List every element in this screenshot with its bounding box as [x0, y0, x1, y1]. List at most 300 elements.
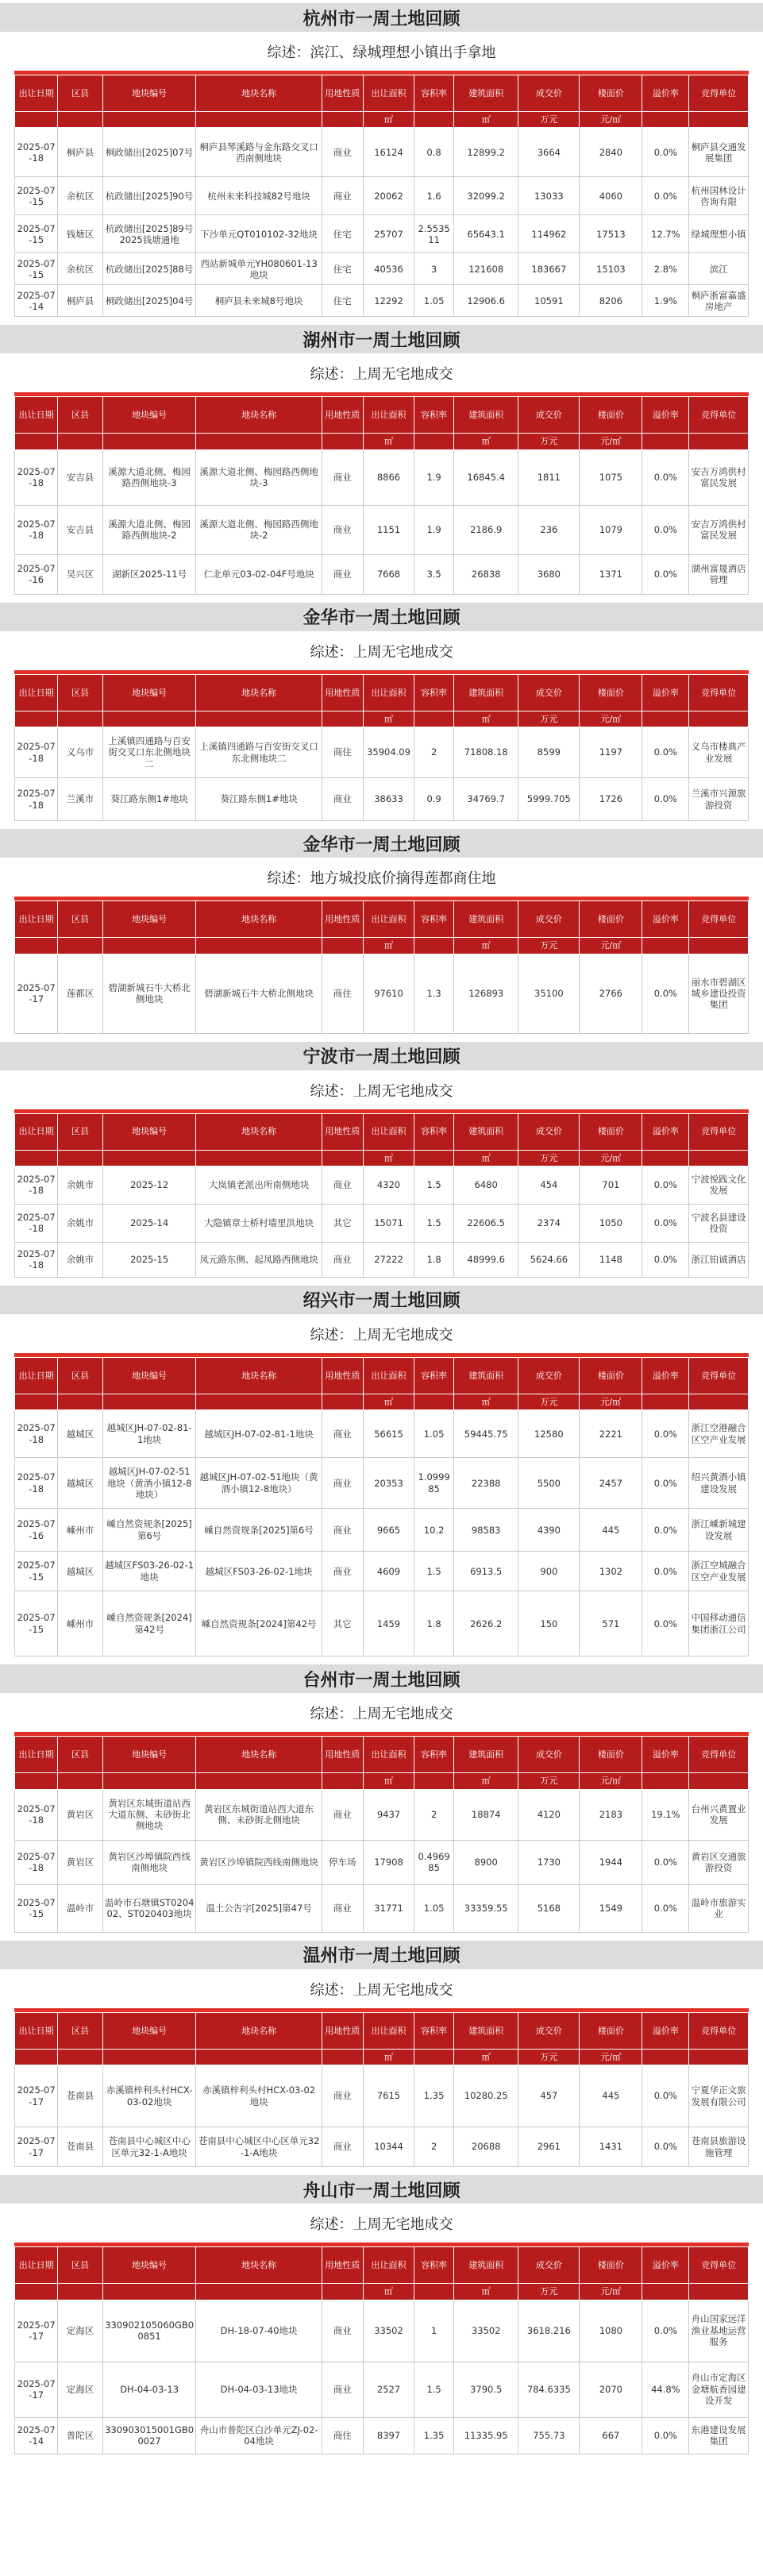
header-far: 容积率: [414, 75, 454, 112]
header-date: 出让日期: [15, 1357, 58, 1394]
cell-district: 越城区: [58, 1458, 103, 1509]
cell-district: 莲都区: [58, 954, 103, 1033]
table-row: [15, 554, 749, 594]
cell-land-area: 25707: [363, 215, 414, 253]
cell-district: 兰溪市: [58, 778, 103, 821]
cell-building-area: 12906.6: [453, 285, 518, 317]
land-table-wrapper: [14, 670, 749, 821]
cell-land-area: 27222: [363, 1242, 414, 1277]
unit-far: [414, 2049, 454, 2065]
header-premium-rate: 溢价率: [642, 75, 689, 112]
header-district: 区县: [58, 75, 103, 112]
cell-far: 0.8: [414, 128, 454, 177]
cell-date: 2025-07-17: [15, 2300, 58, 2362]
unit-premium-rate: [642, 1773, 689, 1789]
unit-deal-price: 万元: [518, 2284, 580, 2300]
header-date: 出让日期: [15, 75, 58, 112]
cell-land-use: 商住: [322, 727, 363, 778]
unit-parcel-code: [102, 2049, 196, 2065]
land-table-wrapper: [14, 2242, 749, 2454]
cell-parcel-code: 杭政储出[2025]88号: [102, 253, 196, 285]
cell-building-area: 26838: [453, 554, 518, 594]
city-section: [0, 3, 763, 325]
cell-premium-rate: 0.0%: [642, 2065, 689, 2127]
header-building-area: 建筑面积: [453, 1357, 518, 1394]
cell-date: 2025-07-15: [15, 1884, 58, 1932]
unit-winner: [689, 112, 749, 128]
cell-winner: 台州兴黄置业发展: [689, 1789, 749, 1840]
header-floor-price: 楼面价: [580, 1357, 642, 1394]
cell-land-use: 商业: [322, 554, 363, 594]
city-section: [0, 2175, 763, 2462]
unit-floor-price: 元/㎡: [580, 112, 642, 128]
cell-date: 2025-07-18: [15, 1242, 58, 1277]
cell-building-area: 33359.55: [453, 1884, 518, 1932]
header-premium-rate: 溢价率: [642, 2012, 689, 2049]
cell-land-area: 12292: [363, 285, 414, 317]
header-date: 出让日期: [15, 1113, 58, 1150]
cell-building-area: 20688: [453, 2127, 518, 2167]
cell-land-area: 7668: [363, 554, 414, 594]
unit-date: [15, 434, 58, 449]
header-parcel-code: 地块编号: [102, 2012, 196, 2049]
cell-floor-price: 1050: [580, 1204, 642, 1242]
unit-date: [15, 1773, 58, 1789]
unit-deal-price: 万元: [518, 711, 580, 727]
land-table-wrapper: [14, 71, 749, 317]
cell-parcel-name: 越城区JH-07-02-81-1地块: [196, 1410, 322, 1458]
cell-parcel-name: 赤溪镇梓利头村HCX-03-02地块: [196, 2065, 322, 2127]
cell-parcel-code: 上溪镇四通路与百安街交叉口东北侧地块二: [102, 727, 196, 778]
cell-floor-price: 2070: [580, 2362, 642, 2417]
cell-deal-price: 784.6335: [518, 2362, 580, 2417]
cell-winner: 温岭市旅游实业: [689, 1884, 749, 1932]
cell-deal-price: 2961: [518, 2127, 580, 2167]
cell-parcel-name: 温土公告字[2025]第47号: [196, 1884, 322, 1932]
header-district: 区县: [58, 1113, 103, 1150]
unit-land-use: [322, 2284, 363, 2300]
unit-district: [58, 2284, 103, 2300]
cell-date: 2025-07-18: [15, 1789, 58, 1840]
cell-parcel-code: 桐政储出[2025]07号: [102, 128, 196, 177]
header-winner: 竞得单位: [689, 2247, 749, 2284]
header-premium-rate: 溢价率: [642, 1113, 689, 1150]
cell-deal-price: 35100: [518, 954, 580, 1033]
cell-parcel-code: 杭政储出[2025]89号 2025钱塘通地: [102, 215, 196, 253]
unit-land-use: [322, 112, 363, 128]
cell-premium-rate: 0.0%: [642, 2127, 689, 2167]
header-district: 区县: [58, 1357, 103, 1394]
unit-parcel-name: [196, 1150, 322, 1166]
cell-parcel-code: 赤溪镇梓利头村HCX-03-02地块: [102, 2065, 196, 2127]
section-title: 宁波市一周土地回顾: [0, 1042, 763, 1070]
cell-parcel-code: 2025-15: [102, 1242, 196, 1277]
cell-parcel-code: 苍南县中心城区中心区单元32-1-A地块: [102, 2127, 196, 2167]
header-district: 区县: [58, 397, 103, 434]
cell-far: 1.35: [414, 2417, 454, 2454]
unit-far: [414, 1773, 454, 1789]
unit-parcel-name: [196, 938, 322, 954]
cell-premium-rate: 12.7%: [642, 215, 689, 253]
header-building-area: 建筑面积: [453, 2247, 518, 2284]
unit-parcel-code: [102, 2284, 196, 2300]
cell-land-area: 38633: [363, 778, 414, 821]
table-row: [15, 1242, 749, 1277]
cell-land-use: 商业: [322, 449, 363, 505]
cell-floor-price: 17513: [580, 215, 642, 253]
cell-deal-price: 4390: [518, 1509, 580, 1552]
header-deal-price: 成交价: [518, 2247, 580, 2284]
section-title: 舟山市一周土地回顾: [0, 2175, 763, 2204]
cell-building-area: 22388: [453, 1458, 518, 1509]
unit-far: [414, 434, 454, 449]
cell-land-area: 17908: [363, 1840, 414, 1884]
unit-building-area: ㎡: [453, 711, 518, 727]
cell-building-area: 71808.18: [453, 727, 518, 778]
cell-building-area: 18874: [453, 1789, 518, 1840]
cell-land-area: 4320: [363, 1166, 414, 1204]
cell-date: 2025-07-18: [15, 1204, 58, 1242]
cell-district: 余杭区: [58, 177, 103, 215]
cell-winner: 丽水市碧湖区城乡建设投资集团: [689, 954, 749, 1033]
cell-far: 1.05: [414, 1410, 454, 1458]
cell-land-area: 16124: [363, 128, 414, 177]
header-building-area: 建筑面积: [453, 397, 518, 434]
cell-building-area: 34769.7: [453, 778, 518, 821]
header-land-area: 出让面积: [363, 397, 414, 434]
cell-winner: 宁波名县建设投资: [689, 1204, 749, 1242]
header-date: 出让日期: [15, 2012, 58, 2049]
table-row: [15, 2362, 749, 2417]
cell-district: 嵊州市: [58, 1591, 103, 1656]
cell-building-area: 33502: [453, 2300, 518, 2362]
header-deal-price: 成交价: [518, 2012, 580, 2049]
cell-land-use: 其它: [322, 1591, 363, 1656]
unit-district: [58, 112, 103, 128]
cell-winner: 黄岩区交通旅游投资: [689, 1840, 749, 1884]
unit-district: [58, 1150, 103, 1166]
cell-premium-rate: 0.0%: [642, 727, 689, 778]
cell-parcel-name: 越城区JH-07-02-51地块（黄酒小镇12-8地块）: [196, 1458, 322, 1509]
cell-parcel-name: 黄岩区沙埠镇院西线南侧地块: [196, 1840, 322, 1884]
cell-parcel-code: 330902105060GB00851: [102, 2300, 196, 2362]
header-district: 区县: [58, 674, 103, 711]
cell-building-area: 10280.25: [453, 2065, 518, 2127]
cell-winner: 安吉万鸿供村富民发展: [689, 449, 749, 505]
cell-floor-price: 1080: [580, 2300, 642, 2362]
header-parcel-code: 地块编号: [102, 75, 196, 112]
cell-floor-price: 701: [580, 1166, 642, 1204]
header-parcel-name: 地块名称: [196, 674, 322, 711]
header-date: 出让日期: [15, 901, 58, 938]
cell-date: 2025-07-15: [15, 1591, 58, 1656]
cell-land-area: 2527: [363, 2362, 414, 2417]
unit-floor-price: 元/㎡: [580, 2049, 642, 2065]
cell-land-use: 停车场: [322, 1840, 363, 1884]
section-summary: 综述：滨江、绿城理想小镇出手拿地: [267, 44, 496, 61]
cell-parcel-name: 桐庐县琴溪路与金东路交叉口西南侧地块: [196, 128, 322, 177]
cell-far: 1.099985: [414, 1458, 454, 1509]
cell-land-use: 商业: [322, 1166, 363, 1204]
cell-winner: 苍南县旅游设施管理: [689, 2127, 749, 2167]
header-parcel-name: 地块名称: [196, 1737, 322, 1773]
cell-deal-price: 183667: [518, 253, 580, 285]
header-premium-rate: 溢价率: [642, 1737, 689, 1773]
cell-premium-rate: 0.0%: [642, 449, 689, 505]
header-district: 区县: [58, 1737, 103, 1773]
cell-deal-price: 755.73: [518, 2417, 580, 2454]
unit-parcel-code: [102, 711, 196, 727]
cell-premium-rate: 0.0%: [642, 778, 689, 821]
cell-parcel-name: 碧湖新城石牛大桥北侧地块: [196, 954, 322, 1033]
cell-far: 3: [414, 253, 454, 285]
cell-land-use: 商业: [322, 2362, 363, 2417]
city-section: [0, 1042, 763, 1286]
header-building-area: 建筑面积: [453, 2012, 518, 2049]
cell-district: 吴兴区: [58, 554, 103, 594]
header-land-use: 用地性质: [322, 674, 363, 711]
header-land-area: 出让面积: [363, 674, 414, 711]
table-row: [15, 2417, 749, 2454]
cell-winner: 桐庐浙富嘉盛房地产: [689, 285, 749, 317]
cell-building-area: 22606.5: [453, 1204, 518, 1242]
cell-land-use: 商业: [322, 128, 363, 177]
header-far: 容积率: [414, 2012, 454, 2049]
section-summary: 综述：上周无宅地成交: [310, 1326, 453, 1344]
cell-deal-price: 1730: [518, 1840, 580, 1884]
cell-land-use: 商业: [322, 2127, 363, 2167]
cell-deal-price: 12580: [518, 1410, 580, 1458]
cell-parcel-code: 2025-14: [102, 1204, 196, 1242]
section-title: 温州市一周土地回顾: [0, 1941, 763, 1969]
cell-parcel-code: 越城区JH-07-02-81-1地块: [102, 1410, 196, 1458]
unit-building-area: ㎡: [453, 1150, 518, 1166]
table-row: [15, 1509, 749, 1552]
cell-date: 2025-07-18: [15, 778, 58, 821]
cell-floor-price: 1549: [580, 1884, 642, 1932]
unit-parcel-name: [196, 711, 322, 727]
cell-deal-price: 5999.705: [518, 778, 580, 821]
city-section: [0, 829, 763, 1041]
cell-district: 桐庐县: [58, 285, 103, 317]
cell-parcel-code: 桐政储出[2025]04号: [102, 285, 196, 317]
cell-premium-rate: 0.0%: [642, 1509, 689, 1552]
header-land-use: 用地性质: [322, 901, 363, 938]
section-gap: [0, 595, 763, 603]
header-far: 容积率: [414, 1737, 454, 1773]
header-parcel-name: 地块名称: [196, 75, 322, 112]
table-row: [15, 128, 749, 177]
cell-floor-price: 445: [580, 1509, 642, 1552]
cell-parcel-code: 越城区FS03-26-02-1地块: [102, 1552, 196, 1591]
header-land-area: 出让面积: [363, 901, 414, 938]
unit-land-area: ㎡: [363, 2284, 414, 2300]
header-deal-price: 成交价: [518, 397, 580, 434]
cell-far: 2: [414, 1789, 454, 1840]
unit-district: [58, 434, 103, 449]
cell-floor-price: 4060: [580, 177, 642, 215]
header-far: 容积率: [414, 901, 454, 938]
unit-parcel-name: [196, 2049, 322, 2065]
cell-land-use: 商业: [322, 2065, 363, 2127]
header-deal-price: 成交价: [518, 1113, 580, 1150]
header-land-use: 用地性质: [322, 75, 363, 112]
cell-parcel-name: 葵江路东侧1#地块: [196, 778, 322, 821]
section-title: 台州市一周土地回顾: [0, 1664, 763, 1693]
cell-parcel-code: 黄岩区沙埠镇院西线南侧地块: [102, 1840, 196, 1884]
cell-parcel-name: 凤元路东侧、起凤路西侧地块: [196, 1242, 322, 1277]
unit-premium-rate: [642, 2284, 689, 2300]
cell-deal-price: 3618.216: [518, 2300, 580, 2362]
cell-parcel-code: 葵江路东侧1#地块: [102, 778, 196, 821]
header-parcel-code: 地块编号: [102, 2247, 196, 2284]
cell-parcel-code: 温岭市石塘镇ST020402、ST020403地块: [102, 1884, 196, 1932]
unit-parcel-name: [196, 1773, 322, 1789]
cell-far: 1.5: [414, 1204, 454, 1242]
unit-winner: [689, 1150, 749, 1166]
cell-district: 钱塘区: [58, 215, 103, 253]
header-floor-price: 楼面价: [580, 75, 642, 112]
cell-building-area: 2626.2: [453, 1591, 518, 1656]
unit-building-area: ㎡: [453, 1394, 518, 1409]
cell-date: 2025-07-18: [15, 727, 58, 778]
cell-deal-price: 1811: [518, 449, 580, 505]
cell-parcel-code: DH-04-03-13: [102, 2362, 196, 2417]
cell-parcel-code: 黄岩区东城街道站西大道东侧、未砂街北侧地块: [102, 1789, 196, 1840]
header-premium-rate: 溢价率: [642, 397, 689, 434]
section-summary: 综述：上周无宅地成交: [310, 2216, 453, 2234]
cell-winner: 湖州富晟酒店管理: [689, 554, 749, 594]
cell-district: 苍南县: [58, 2127, 103, 2167]
table-row: [15, 253, 749, 285]
cell-parcel-code: 溪源大道北侧、梅园路西侧地块-3: [102, 449, 196, 505]
unit-date: [15, 938, 58, 954]
cell-parcel-code: 溪源大道北侧、梅园路西侧地块-2: [102, 505, 196, 554]
section-gap: [0, 317, 763, 325]
cell-district: 安吉县: [58, 505, 103, 554]
cell-land-use: 商业: [322, 1884, 363, 1932]
unit-premium-rate: [642, 2049, 689, 2065]
table-row: [15, 1789, 749, 1840]
header-building-area: 建筑面积: [453, 901, 518, 938]
cell-land-use: 商业: [322, 1458, 363, 1509]
cell-parcel-name: 苍南县中心城区中心区单元32-1-A地块: [196, 2127, 322, 2167]
table-row: [15, 449, 749, 505]
unit-far: [414, 711, 454, 727]
unit-deal-price: 万元: [518, 1394, 580, 1409]
cell-building-area: 121608: [453, 253, 518, 285]
cell-winner: 宁夏华正文旅发展有限公司: [689, 2065, 749, 2127]
cell-floor-price: 1726: [580, 778, 642, 821]
unit-date: [15, 2284, 58, 2300]
land-table: [14, 674, 749, 821]
header-floor-price: 楼面价: [580, 674, 642, 711]
cell-floor-price: 2183: [580, 1789, 642, 1840]
land-table: [14, 2246, 749, 2454]
cell-land-area: 20062: [363, 177, 414, 215]
table-row: [15, 778, 749, 821]
cell-far: 1.5: [414, 1552, 454, 1591]
cell-premium-rate: 0.0%: [642, 1552, 689, 1591]
section-gap: [0, 821, 763, 829]
unit-parcel-code: [102, 1394, 196, 1409]
cell-far: 3.5: [414, 554, 454, 594]
cell-deal-price: 10591: [518, 285, 580, 317]
cell-premium-rate: 0.0%: [642, 1166, 689, 1204]
cell-district: 温岭市: [58, 1884, 103, 1932]
cell-land-use: 商业: [322, 778, 363, 821]
unit-winner: [689, 938, 749, 954]
header-land-use: 用地性质: [322, 1357, 363, 1394]
cell-land-use: 商业: [322, 2300, 363, 2362]
header-land-area: 出让面积: [363, 1737, 414, 1773]
cell-district: 余杭区: [58, 253, 103, 285]
cell-winner: 浙江铂诚酒店: [689, 1242, 749, 1277]
cell-date: 2025-07-17: [15, 2362, 58, 2417]
unit-date: [15, 711, 58, 727]
header-winner: 竞得单位: [689, 674, 749, 711]
cell-floor-price: 15103: [580, 253, 642, 285]
cell-winner: 义乌市楼典产业发展: [689, 727, 749, 778]
header-land-area: 出让面积: [363, 1357, 414, 1394]
cell-building-area: 12899.2: [453, 128, 518, 177]
unit-land-area: ㎡: [363, 2049, 414, 2065]
cell-far: 0.496985: [414, 1840, 454, 1884]
cell-land-area: 56615: [363, 1410, 414, 1458]
header-winner: 竞得单位: [689, 1357, 749, 1394]
cell-land-area: 97610: [363, 954, 414, 1033]
cell-premium-rate: 0.0%: [642, 554, 689, 594]
cell-parcel-code: 碧湖新城石牛大桥北侧地块: [102, 954, 196, 1033]
cell-floor-price: 1944: [580, 1840, 642, 1884]
unit-deal-price: 万元: [518, 938, 580, 954]
table-row: [15, 1458, 749, 1509]
cell-district: 黄岩区: [58, 1840, 103, 1884]
cell-deal-price: 457: [518, 2065, 580, 2127]
header-winner: 竞得单位: [689, 901, 749, 938]
unit-land-area: ㎡: [363, 112, 414, 128]
header-floor-price: 楼面价: [580, 2012, 642, 2049]
section-summary: 综述：上周无宅地成交: [310, 1981, 453, 1999]
header-land-area: 出让面积: [363, 1113, 414, 1150]
header-land-use: 用地性质: [322, 2012, 363, 2049]
cell-far: 10.2: [414, 1509, 454, 1552]
cell-parcel-code: 嵊自然资规条[2025]第6号: [102, 1509, 196, 1552]
cell-building-area: 2186.9: [453, 505, 518, 554]
cell-floor-price: 571: [580, 1591, 642, 1656]
cell-building-area: 126893: [453, 954, 518, 1033]
table-row: [15, 2300, 749, 2362]
cell-parcel-name: 杭州未来科技城82号地块: [196, 177, 322, 215]
cell-floor-price: 1371: [580, 554, 642, 594]
cell-far: 0.9: [414, 778, 454, 821]
header-parcel-code: 地块编号: [102, 1737, 196, 1773]
section-summary: 综述：地方城投底价摘得莲都商住地: [267, 870, 496, 888]
header-land-use: 用地性质: [322, 397, 363, 434]
land-table: [14, 1113, 749, 1278]
unit-floor-price: 元/㎡: [580, 938, 642, 954]
cell-district: 嵊州市: [58, 1509, 103, 1552]
unit-premium-rate: [642, 434, 689, 449]
section-title: 金华市一周土地回顾: [0, 603, 763, 631]
city-section: [0, 1664, 763, 1940]
table-row: [15, 954, 749, 1033]
unit-land-use: [322, 1394, 363, 1409]
cell-premium-rate: 44.8%: [642, 2362, 689, 2417]
cell-deal-price: 150: [518, 1591, 580, 1656]
unit-district: [58, 2049, 103, 2065]
unit-district: [58, 1773, 103, 1789]
